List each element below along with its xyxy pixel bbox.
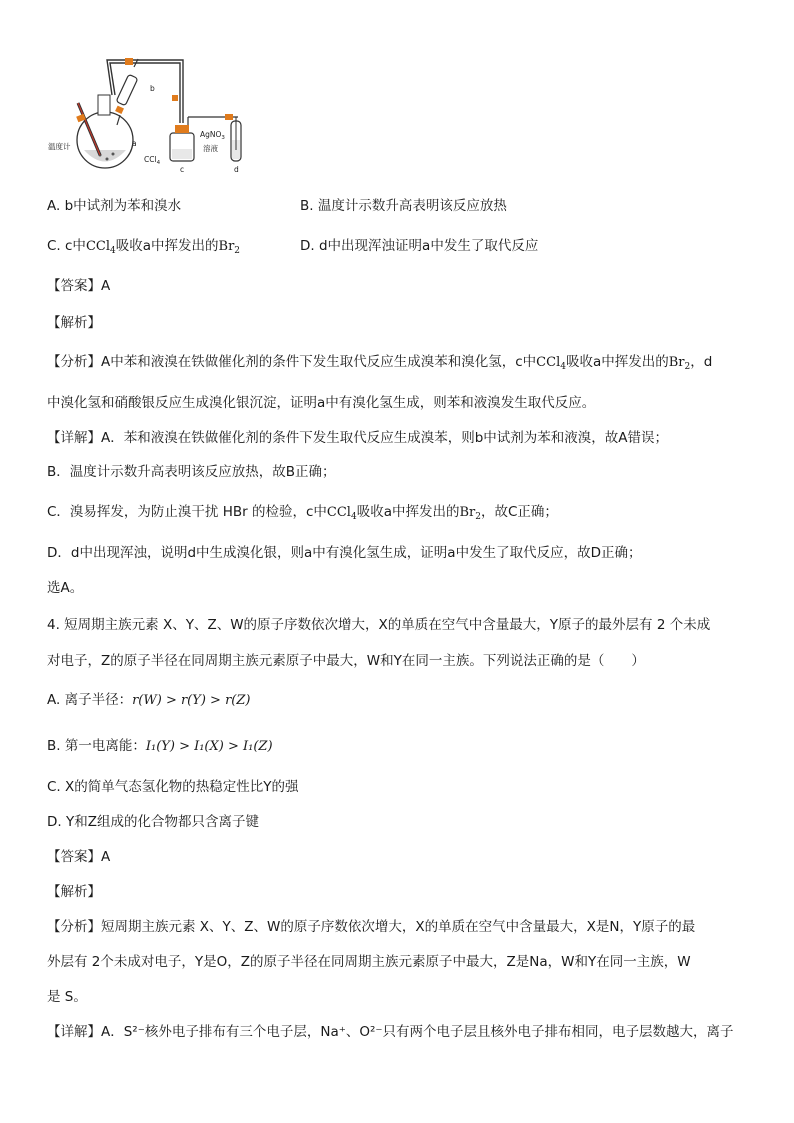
q4-option-c: C. X的简单气态氢化物的热稳定性比Y的强 (47, 779, 299, 795)
label-agno3-solution: 溶液 (203, 144, 218, 153)
apparatus-diagram (48, 55, 270, 180)
q4-option-b: B. 第一电离能：I₁(Y) > I₁(X) > I₁(Z) (47, 738, 273, 754)
q3-detail-c: C．溴易挥发，为防止溴干扰 HBr 的检验，c中CCl$_4$吸收a中挥发出的$Br_2$，故C正确； (47, 504, 558, 522)
q4-stem-line-1: 4. 短周期主族元素 X、Y、Z、W的原子序数依次增大，X的单质在空气中含量最大，Y原子的最外层有 2 个未成 (47, 617, 711, 633)
q4-option-a: A. 离子半径：r(W) > r(Y) > r(Z) (47, 692, 251, 708)
q4-option-b-math: I₁(Y) > I₁(X) > I₁(Z) (145, 739, 273, 754)
q4-analysis-line-2: 外层有 2个未成对电子，Y是O，Z的原子半径在同周期主族元素原子中最大，Z是Na，W和Y在同一主族，W (47, 954, 691, 970)
q3-option-c: C. c中CCl$_4$吸收a中挥发出的$Br_2$ (47, 238, 241, 256)
q3-choose: 选A。 (47, 580, 84, 596)
label-b: b (150, 84, 155, 93)
label-agno3-sub: 3 (221, 135, 225, 141)
q4-option-d: D. Y和Z组成的化合物都只含离子键 (47, 814, 259, 830)
svg-text:CCl4 (144, 155, 161, 166)
connecting-tube (107, 60, 183, 123)
q3-detail-b: B．温度计示数升高表明该反应放热，故B正确； (47, 464, 336, 480)
q4-stem-line-2: 对电子，Z的原子半径在同周期主族元素原子中最大，W和Y在同一主族。下列说法正确的是（ ） (47, 653, 645, 669)
label-d: d (234, 165, 239, 174)
flask-a (77, 95, 133, 168)
q3-option-d: D. d中出现浑浊证明a中发生了取代反应 (300, 238, 539, 254)
label-ccl4-sub: 4 (156, 160, 161, 166)
q3-analysis-line-1: 【分析】A中苯和液溴在铁做催化剂的条件下发生取代反应生成溴苯和溴化氢，c中CCl$_4$吸收a中挥发出的$Br_2$，d (47, 354, 713, 372)
label-thermometer: 温度计 (48, 142, 71, 151)
label-ccl4: CCl (144, 155, 157, 164)
q4-analysis-line-1: 【分析】短周期主族元素 X、Y、Z、W的原子序数依次增大，X的单质在空气中含量最大，X是N，Y原子的最 (47, 919, 696, 935)
q3-analysis-heading: 【解析】 (47, 315, 101, 331)
q3-option-b: B. 温度计示数升高表明该反应放热 (300, 198, 507, 214)
q3-answer: 【答案】A (47, 278, 111, 294)
q4-analysis-heading: 【解析】 (47, 884, 101, 900)
q3-detail-a: 【详解】A．苯和液溴在铁做催化剂的条件下发生取代反应生成溴苯，则b中试剂为苯和液溴，故A错误； (47, 430, 669, 446)
label-agno3: AgNO (200, 130, 222, 139)
tube-d (231, 117, 241, 161)
q4-option-a-math: r(W) > r(Y) > r(Z) (132, 693, 251, 708)
q4-detail-line-1: 【详解】A．S²⁻核外电子排布有三个电子层，Na⁺、O²⁻只有两个电子层且核外电子排布相同，电子层数越大，离子 (47, 1024, 734, 1040)
q3-option-a: A. b中试剂为苯和溴水 (47, 198, 182, 214)
q4-answer: 【答案】A (47, 849, 111, 865)
q4-analysis-line-3: 是 S。 (47, 989, 87, 1005)
q3-analysis-line-2: 中溴化氢和硝酸银反应生成溴化银沉淀，证明a中有溴化氢生成，则苯和液溴发生取代反应。 (47, 395, 596, 411)
label-c: c (180, 165, 185, 174)
svg-text:AgNO3 (200, 130, 225, 141)
label-a: a (132, 139, 137, 148)
q3-detail-d: D．d中出现浑浊，说明d中生成溴化银，则a中有溴化氢生成，证明a中发生了取代反应，故D正确； (47, 545, 642, 561)
